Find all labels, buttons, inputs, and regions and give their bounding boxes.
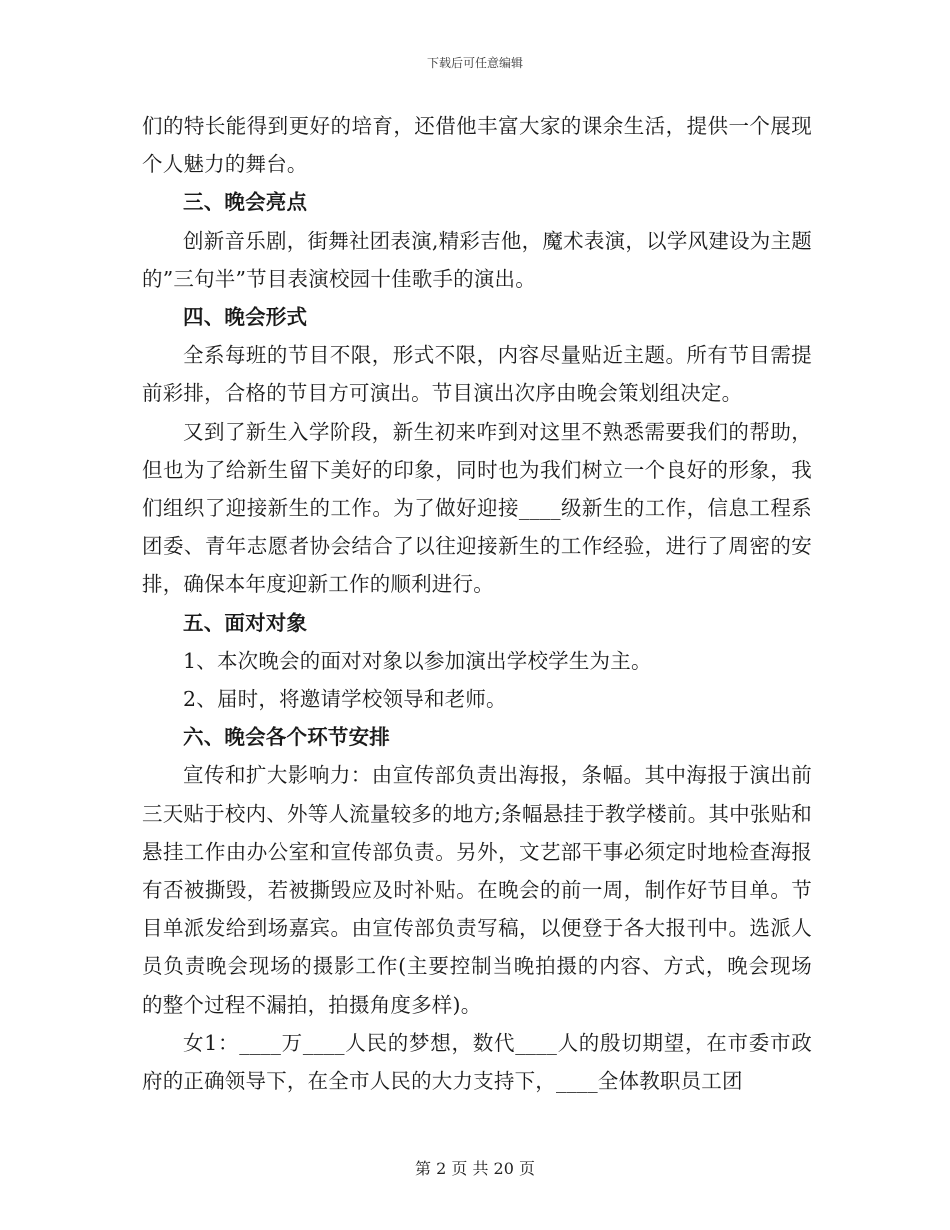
section-heading-format: 四、晚会形式 bbox=[183, 305, 308, 330]
paragraph-host-script: 女1：____万____人民的梦想，数代____人的殷切期望，在市委市政府的正确领导下，在全市人民的大力支持下，____全体教职员工团 bbox=[142, 1030, 812, 1094]
paragraph-highlights: 创新音乐剧，街舞社团表演,精彩吉他，魔术表演，以学风建设为主题的”三句半”节目表演校园十佳歌手的演出。 bbox=[142, 228, 812, 291]
list-item-audience-1: 1、本次晚会的面对对象以参加演出学校学生为主。 bbox=[183, 648, 652, 673]
section-heading-audience: 五、面对对象 bbox=[183, 610, 308, 635]
list-item-audience-2: 2、届时，将邀请学校领导和老师。 bbox=[183, 687, 507, 712]
paragraph-format: 全系每班的节目不限，形式不限，内容尽量贴近主题。所有节目需提前彩排，合格的节目方可演出。节目演出次序由晚会策划组决定。 bbox=[142, 343, 812, 406]
section-heading-highlights: 三、晚会亮点 bbox=[183, 190, 308, 215]
paragraph-continuation: 们的特长能得到更好的培育，还借他丰富大家的课余生活，提供一个展现个人魅力的舞台。 bbox=[142, 114, 812, 177]
paragraph-publicity: 宣传和扩大影响力：由宣传部负责出海报，条幅。其中海报于演出前三天贴于校内、外等人流量较多的地方;条幅悬挂于教学楼前。其中张贴和悬挂工作由办公室和宣传部负责。另外，文艺部干事必须定时地检查海报有否被撕毁，若被撕毁应及时补贴。在晚会的前一周，制作好节目单。节目单派发给到场嘉宾。由宣传部负责写稿，以便登于各大报刊中。选派人员负责晚会现场的摄影工作(主要控制当晚拍摄的内容、方式，晚会现场的整个过程不漏拍，拍摄角度多样)。 bbox=[142, 763, 812, 1017]
page-footer: 第 2 页 共 20 页 bbox=[415, 1159, 535, 1178]
page-header: 下载后可任意编辑 bbox=[426, 56, 523, 70]
paragraph-welcome-freshmen: 又到了新生入学阶段，新生初来咋到对这里不熟悉需要我们的帮助，但也为了给新生留下美好的印象，同时也为我们树立一个良好的形象，我们组织了迎接新生的工作。为了做好迎接____级新生的工作，信息工程系团委、青年志愿者协会结合了以往迎接新生的工作经验，进行了周密的安排，确保本年度迎新工作的顺利进行。 bbox=[142, 419, 812, 597]
section-heading-arrangements: 六、晚会各个环节安排 bbox=[183, 725, 390, 750]
document-body bbox=[142, 107, 812, 1100]
